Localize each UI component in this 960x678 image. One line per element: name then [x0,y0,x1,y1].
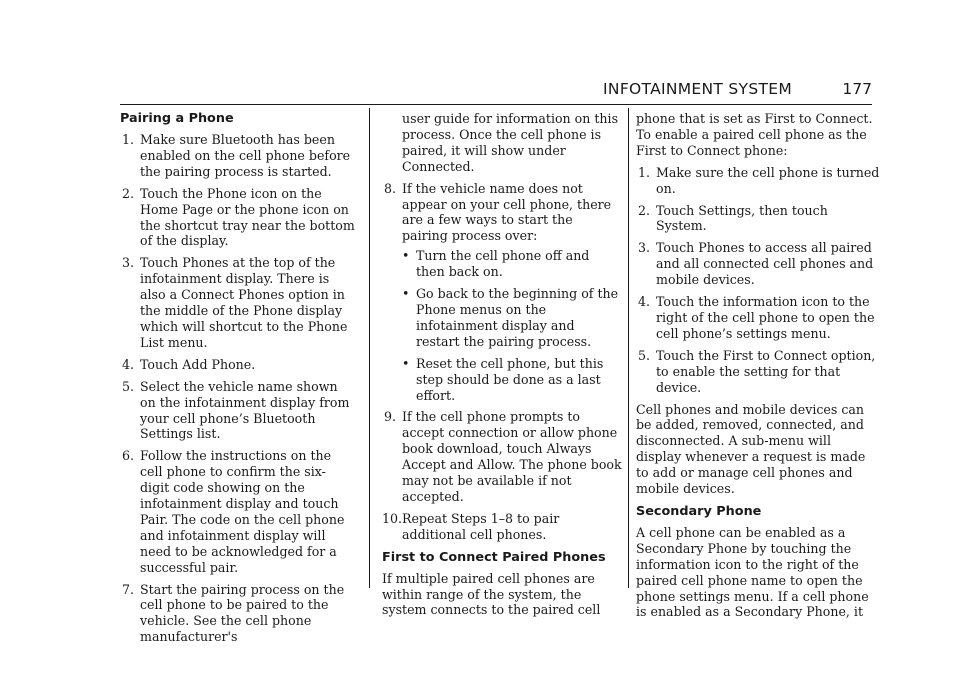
list-item [120,132,355,180]
bullet-item [402,356,622,404]
step-number: 5. [121,378,134,394]
step-number: 7. [121,581,134,597]
page-header [120,80,872,105]
first-to-connect-intro: phone that is set as First to Connect. To enable a paired cell phone as the First to Connect phone: [636,111,873,158]
step-text: Touch Phones to access all paired and all connected cell phones and mobile devices. [656,240,874,288]
secondary-phone-paragraph: A cell phone can be enabled as a Secondary Phone by touching the information icon to the right of the paired cell phone name to open the phone settings menu. If a cell phone is enabled as a Secondary Phone, it [636,524,869,620]
column-divider [369,108,370,588]
bullet-item [402,286,622,350]
list-item [382,511,622,543]
bullet-item [402,248,622,280]
list-item [636,165,880,197]
step-number: 6. [121,448,134,464]
step-text: Repeat Steps 1–8 to pair additional cell phones. [402,510,560,542]
section-title: INFOTAINMENT SYSTEM [603,80,792,98]
column-divider [628,108,629,588]
bullet-icon: • [402,248,410,264]
list-item [382,181,622,404]
step-text: Touch Phones at the top of the infotainment display. There is also a Connect Phones option in the middle of the Phone display which will shortcut to the Phone List menu. [140,255,348,350]
step-number: 5. [637,347,650,363]
step-text: Touch Add Phone. [140,356,256,372]
column-3 [636,111,880,626]
step-number: 1. [121,132,134,147]
list-item [120,582,355,646]
step-text: Make sure the cell phone is turned on. [656,164,880,196]
list-item [636,294,880,342]
pairing-steps-continued [382,181,622,543]
step-number: 1. [637,164,650,180]
step-number: 4. [121,356,134,372]
list-item [120,357,355,373]
step-text: Touch the Phone icon on the Home Page or the phone icon on the shortcut tray near the bottom of the display. [140,185,355,249]
first-to-connect-steps [636,165,880,396]
step-number: 10. [382,510,403,526]
pairing-heading: Pairing a Phone [120,111,234,126]
bullet-text: Go back to the beginning of the Phone menus on the infotainment display and restart the pairing process. [416,286,619,349]
step-text: Make sure Bluetooth has been enabled on the cell phone before the pairing process is started. [140,132,351,179]
first-to-connect-paragraph: If multiple paired cell phones are within range of the system, the system connects to the paired cell [382,570,601,618]
bullet-text: Turn the cell phone off and then back on. [416,248,590,280]
step-text: If the cell phone prompts to accept connection or allow phone book download, touch Always Accept and Allow. The phone book may not be available if not accepted. [402,409,622,504]
column-1 [120,111,355,651]
step-number: 2. [121,185,134,201]
step-number: 3. [121,255,134,271]
first-to-connect-heading: First to Connect Paired Phones [382,549,606,565]
bullet-icon: • [402,286,410,302]
step-number: 9. [383,409,396,425]
secondary-phone-heading: Secondary Phone [636,503,762,519]
step-number: 2. [637,202,650,218]
list-item [120,186,355,250]
list-item [382,409,622,504]
list-item [120,448,355,575]
step-continuation: user guide for information on this process. Once the cell phone is paired, it will show under Connected. [402,111,619,174]
step-number: 4. [637,294,650,310]
step-text: Start the pairing process on the cell phone to be paired to the vehicle. See the cell phone manufacturer's [140,581,345,645]
bullet-icon: • [402,355,410,371]
step-text: Touch the information icon to the right of the cell phone to open the cell phone’s settings menu. [656,294,875,341]
step-number: 8. [383,180,396,196]
list-item [120,379,355,443]
bullet-list [402,248,622,403]
step-text: Select the vehicle name shown on the infotainment display from your cell phone’s Bluetooth Settings list. [140,378,350,442]
step-text: Touch Settings, then touch System. [656,202,828,234]
list-item [120,255,355,350]
list-item [636,240,880,288]
step-text: Touch the First to Connect option, to enable the setting for that device. [656,347,876,395]
pairing-steps [120,132,355,645]
page-number: 177 [842,80,872,98]
devices-paragraph: Cell phones and mobile devices can be added, removed, connected, and disconnected. A sub-menu will display whenever a request is made to add or manage cell phones and mobile devices. [636,401,866,497]
step-number: 3. [637,240,650,256]
list-item [636,348,880,396]
bullet-text: Reset the cell phone, but this step should be done as a last effort. [416,355,604,403]
step-text: If the vehicle name does not appear on your cell phone, there are a few ways to start the pairing process over: [402,180,612,244]
column-2 [382,111,622,624]
list-item [636,203,880,235]
step-text: Follow the instructions on the cell phone to confirm the six-digit code showing on the infotainment display and touch Pair. The code on the cell phone and infotainment display will need to be acknowledged for a successful pair. [140,448,345,575]
